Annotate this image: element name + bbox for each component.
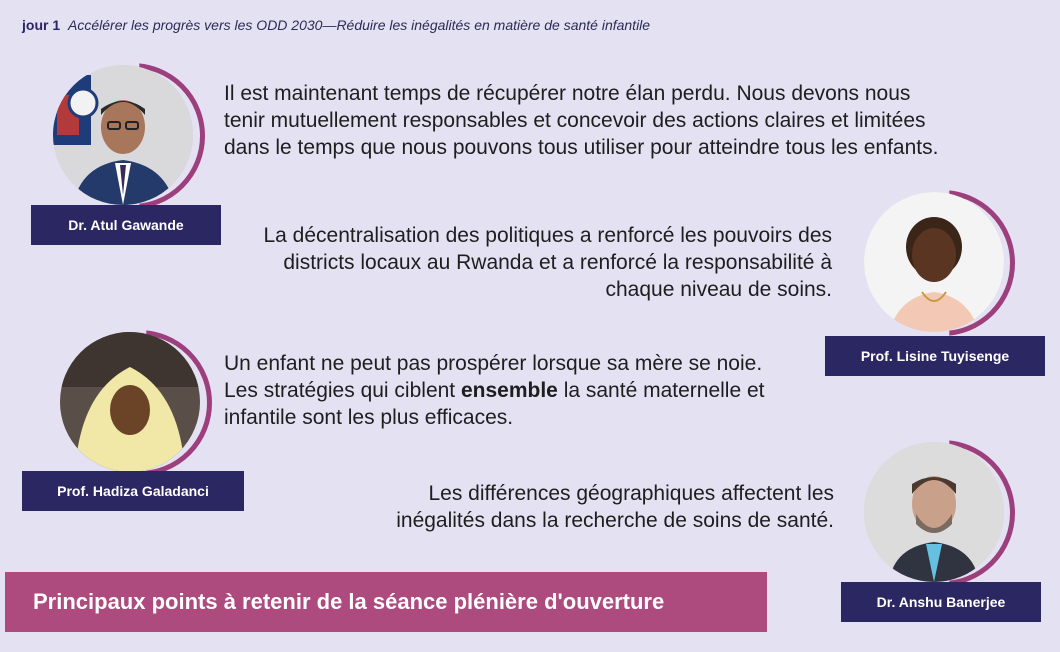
portrait-image: [53, 65, 193, 205]
speaker-photo-banerjee: [864, 442, 1004, 582]
portrait-image: [864, 442, 1004, 582]
quote-emphasis: ensemble: [460, 379, 558, 402]
header-subtitle: Accélérer les progrès vers les ODD 2030—Réduire les inégalités en matière de santé infantile: [68, 17, 651, 33]
speaker-quote: Il est maintenant temps de récupérer notre élan perdu. Nous devons nous tenir mutuellement responsables et concevoir des actions claires et limitées dans le temps que nous pouvons tous utiliser pour atteindre tous les enfants.: [224, 82, 939, 159]
key-takeaways-banner: Principaux points à retenir de la séance plénière d'ouverture: [5, 572, 767, 632]
page-header: [22, 17, 650, 33]
speaker-photo-gawande: [53, 65, 193, 205]
portrait-image: [60, 332, 200, 472]
quote-text: Un enfant ne peut pas prospérer lorsque sa mère se noie. Les stratégies qui ciblent: [224, 352, 763, 402]
speaker-name-badge: Prof. Hadiza Galadanci: [22, 471, 244, 511]
speaker-quote: La décentralisation des politiques a renforcé les pouvoirs des districts locaux au Rwanda et a renforcé la responsabilité à chaque niveau de soins.: [263, 224, 832, 301]
speaker-name-badge: Dr. Anshu Banerjee: [841, 582, 1041, 622]
speaker-quote: [224, 350, 784, 431]
speaker-name-badge: Prof. Lisine Tuyisenge: [825, 336, 1045, 376]
portrait-image: [864, 192, 1004, 332]
day-label: jour 1: [22, 17, 61, 33]
speaker-photo-tuyisenge: [864, 192, 1004, 332]
speaker-quote: Les différences géographiques affectent les inégalités dans la recherche de soins de santé.: [396, 482, 834, 532]
quote-text: la santé maternelle et infantile sont les plus efficaces.: [224, 379, 765, 429]
speaker-name-badge: Dr. Atul Gawande: [31, 205, 221, 245]
speaker-photo-galadanci: [60, 332, 200, 472]
